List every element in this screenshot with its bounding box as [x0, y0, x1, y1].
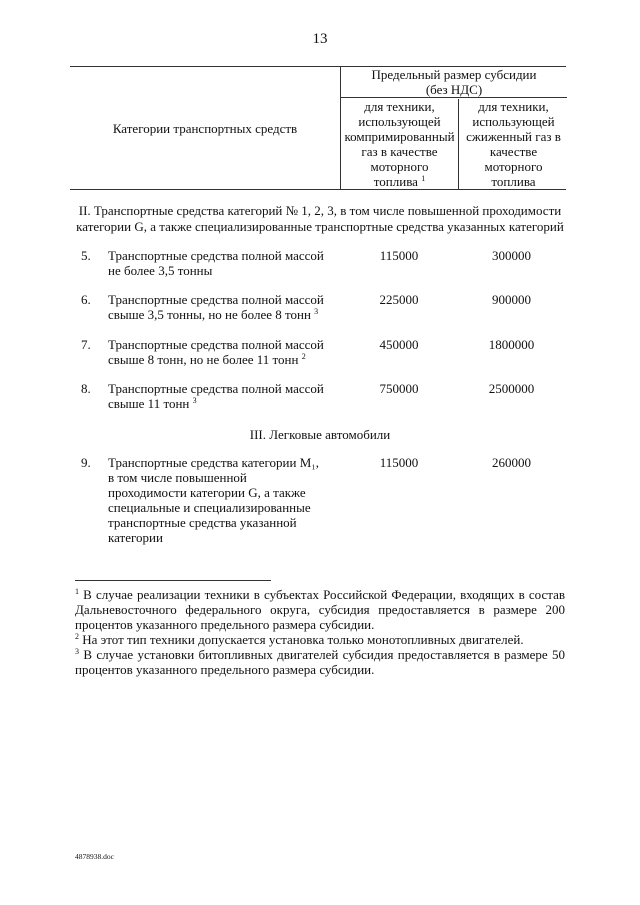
footnote-3: [75, 647, 565, 677]
section-title-ii: [70, 203, 570, 235]
header-line: для техники,: [364, 99, 435, 114]
footnote-ref: 2: [301, 352, 306, 361]
description-line-text: свыше 3,5 тонны, но не более 8 тонн: [108, 307, 311, 322]
description-line: категории: [108, 530, 163, 545]
subsidy-header-group: [340, 67, 567, 189]
description-line: специальные и специализированные: [108, 500, 311, 515]
description-line: проходимости категории G, а также: [108, 485, 306, 500]
section-title-line: категории G, а также специализированные транспортные средства указанных категорий: [76, 219, 564, 234]
compressed-gas-value: 115000: [379, 248, 419, 263]
header-line: использующей: [472, 114, 555, 129]
footnote-2: [75, 632, 565, 647]
header-line: [341, 174, 458, 189]
footnote-ref: 3: [314, 307, 319, 316]
description-line: Транспортные средства полной массой: [108, 381, 324, 396]
header-line: газ в качестве: [361, 144, 438, 159]
row-number: 5.: [81, 248, 91, 263]
row-description: [108, 337, 348, 367]
header-line: для техники,: [478, 99, 549, 114]
subsidy-title-line: (без НДС): [425, 81, 483, 97]
header-line-text: топлива: [373, 174, 418, 189]
description-line-text: свыше 11 тонн: [108, 396, 190, 411]
page-number: 13: [312, 31, 328, 47]
compressed-gas-column-header: [341, 99, 458, 189]
liquefied-gas-value: 2500000: [488, 381, 535, 396]
liquefied-gas-value: 260000: [492, 455, 531, 470]
footnote-text: На этот тип техники допускается установка только монотопливных двигателей.: [82, 632, 524, 647]
liquefied-gas-value: 900000: [492, 292, 531, 307]
description-line: не более 3,5 тонны: [108, 263, 213, 278]
header-line: топлива: [491, 174, 536, 189]
header-line: моторного: [484, 159, 543, 174]
compressed-gas-value: 450000: [379, 337, 419, 352]
header-line: моторного: [370, 159, 429, 174]
liquefied-gas-column-header: [458, 99, 568, 189]
category-column-header: Категории транспортных средств: [112, 120, 298, 136]
header-line: сжиженный газ в: [466, 129, 561, 144]
header-line: компримированный: [344, 129, 455, 144]
section-title-line: II. Транспортные средства категорий № 1, 2, 3, в том числе повышенной проходимости: [78, 203, 562, 218]
footnote-separator: [75, 580, 271, 581]
description-line: транспортные средства указанной: [108, 515, 297, 530]
liquefied-gas-value: 300000: [492, 248, 531, 263]
description-line: Транспортные средства категории M₁,: [108, 455, 320, 470]
footnote-ref: 1: [421, 174, 426, 183]
description-line: Транспортные средства полной массой: [108, 248, 324, 263]
table-header: [70, 66, 566, 190]
header-line: использующей: [358, 114, 441, 129]
footnote-ref: 3: [192, 396, 197, 405]
footnotes: [75, 587, 565, 677]
footnote-text: В случае реализации техники в субъектах Российской Федерации, входящих в состав Дальневосточного федерального округа, субсидия предоставляется в размере 200 процентов указанного предельного размера субсидии.: [75, 587, 566, 632]
subsidy-title-line: Предельный размер субсидии: [371, 67, 537, 82]
section-title-iii: III. Легковые автомобили: [249, 427, 391, 442]
row-number: 6.: [81, 292, 91, 307]
description-line-text: свыше 8 тонн, но не более 11 тонн: [108, 352, 299, 367]
row-number: 9.: [81, 455, 91, 470]
row-description: [108, 292, 348, 322]
footnote-text: В случае установки битопливных двигателей субсидия предоставляется в размере 50 процентов указанного предельного размера субсидии.: [75, 647, 566, 677]
header-line: качестве: [489, 144, 538, 159]
description-line: [108, 307, 348, 322]
description-line: Транспортные средства полной массой: [108, 292, 324, 307]
liquefied-gas-value: 1800000: [488, 337, 535, 352]
subsidy-header-title: [341, 67, 567, 98]
description-line: [108, 396, 348, 411]
description-line: [108, 352, 348, 367]
description-line: Транспортные средства полной массой: [108, 337, 324, 352]
row-description: [108, 381, 348, 411]
compressed-gas-value: 225000: [379, 292, 419, 307]
compressed-gas-value: 115000: [379, 455, 419, 470]
compressed-gas-value: 750000: [379, 381, 419, 396]
document-id: 4878938.doc: [75, 852, 114, 861]
row-number: 8.: [81, 381, 91, 396]
footnote-1: [75, 587, 565, 632]
footnote-mark: 2: [75, 632, 79, 641]
row-description: [108, 248, 348, 278]
row-description: [108, 455, 348, 545]
footnote-mark: 1: [75, 587, 79, 596]
row-number: 7.: [81, 337, 91, 352]
description-line: в том числе повышенной: [108, 470, 247, 485]
footnote-mark: 3: [75, 647, 79, 656]
